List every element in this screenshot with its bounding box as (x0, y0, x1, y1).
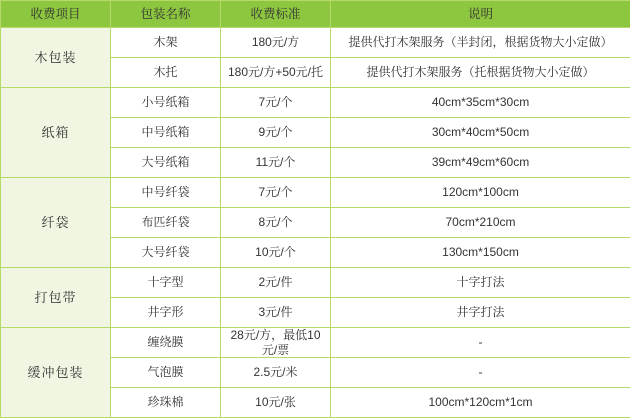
column-header-item: 收费项目 (1, 1, 111, 28)
description-cell: - (331, 358, 630, 388)
package-name-cell: 气泡膜 (111, 358, 221, 388)
category-cell: 纤袋 (1, 178, 111, 268)
package-name-cell: 中号纤袋 (111, 178, 221, 208)
category-cell: 打包带 (1, 268, 111, 328)
price-cell: 10元/个 (221, 238, 331, 268)
price-cell: 9元/个 (221, 118, 331, 148)
price-cell: 180元/方+50元/托 (221, 58, 331, 88)
table-header-row (1, 1, 630, 28)
package-name-cell: 大号纤袋 (111, 238, 221, 268)
package-name-cell: 布匹纤袋 (111, 208, 221, 238)
table-header (1, 1, 630, 28)
price-cell: 7元/个 (221, 88, 331, 118)
package-name-cell: 井字形 (111, 298, 221, 328)
price-cell: 11元/个 (221, 148, 331, 178)
package-name-cell: 珍珠棉 (111, 388, 221, 418)
package-name-cell: 中号纸箱 (111, 118, 221, 148)
price-cell: 28元/方，最低10元/票 (221, 328, 331, 358)
price-cell: 2元/件 (221, 268, 331, 298)
description-cell: 39cm*49cm*60cm (331, 148, 630, 178)
description-cell: 提供代打木架服务（半封闭，根据货物大小定做） (331, 28, 630, 58)
category-cell: 缓冲包装 (1, 328, 111, 418)
price-cell: 180元/方 (221, 28, 331, 58)
description-cell: 70cm*210cm (331, 208, 630, 238)
column-header-description: 说明 (331, 1, 630, 28)
description-cell: - (331, 328, 630, 358)
table-row (1, 88, 630, 118)
description-cell: 130cm*150cm (331, 238, 630, 268)
description-cell: 120cm*100cm (331, 178, 630, 208)
description-cell: 十字打法 (331, 268, 630, 298)
package-name-cell: 木架 (111, 28, 221, 58)
table-row (1, 28, 630, 58)
category-cell: 纸箱 (1, 88, 111, 178)
price-cell: 3元/件 (221, 298, 331, 328)
column-header-price: 收费标准 (221, 1, 331, 28)
table-row (1, 328, 630, 358)
package-name-cell: 十字型 (111, 268, 221, 298)
price-cell: 10元/张 (221, 388, 331, 418)
description-cell: 提供代打木架服务（托根据货物大小定做） (331, 58, 630, 88)
description-cell: 30cm*40cm*50cm (331, 118, 630, 148)
package-name-cell: 大号纸箱 (111, 148, 221, 178)
package-name-cell: 缠绕膜 (111, 328, 221, 358)
price-cell: 8元/个 (221, 208, 331, 238)
price-cell: 7元/个 (221, 178, 331, 208)
description-cell: 井字打法 (331, 298, 630, 328)
category-cell: 木包装 (1, 28, 111, 88)
package-name-cell: 木托 (111, 58, 221, 88)
price-cell: 2.5元/米 (221, 358, 331, 388)
table-row (1, 178, 630, 208)
column-header-package-name: 包装名称 (111, 1, 221, 28)
table-body (1, 28, 630, 418)
description-cell: 100cm*120cm*1cm (331, 388, 630, 418)
table-row (1, 268, 630, 298)
package-name-cell: 小号纸箱 (111, 88, 221, 118)
description-cell: 40cm*35cm*30cm (331, 88, 630, 118)
